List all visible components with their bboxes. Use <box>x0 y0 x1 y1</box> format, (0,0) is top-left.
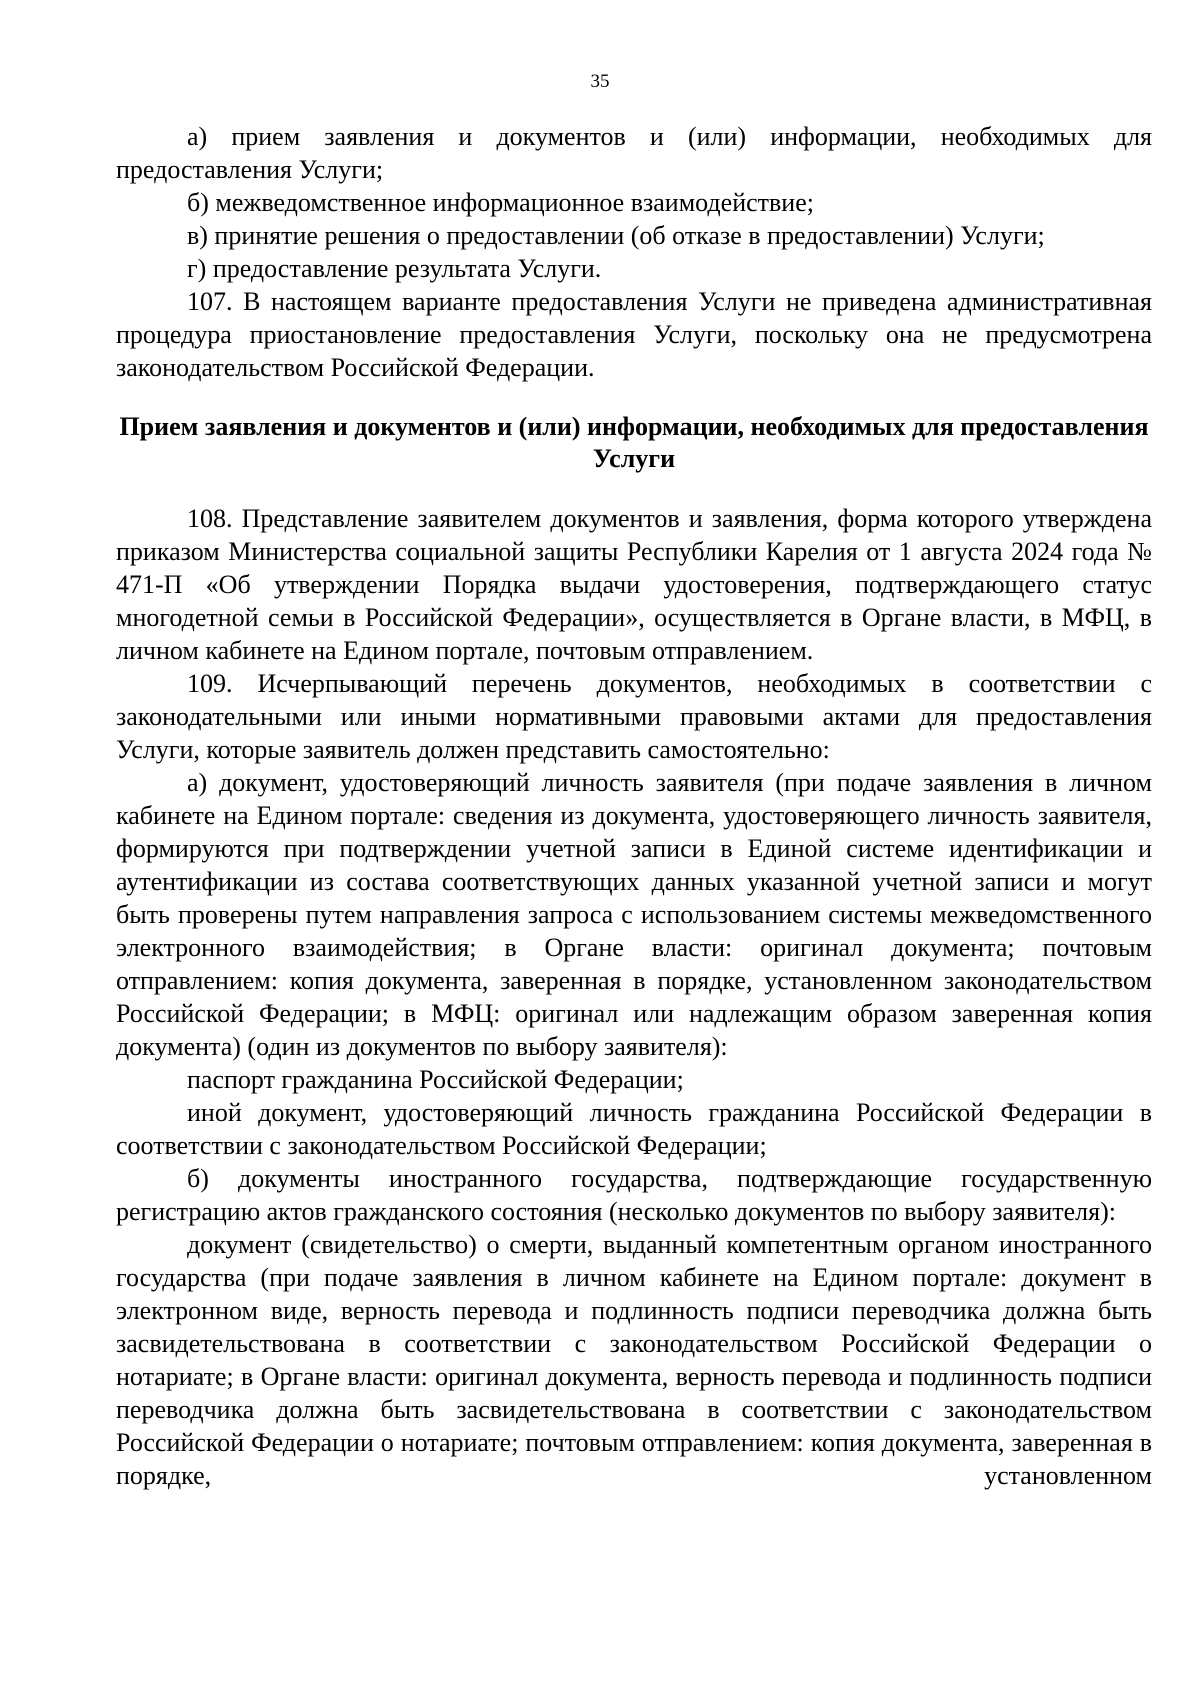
paragraph-109: 109. Исчерпывающий перечень документов, необходимых в соответствии с законодательными или иными нормативными правовыми актами для предоставления Услуги, которые заявитель должен представить самостоятельно: <box>116 669 1152 764</box>
list-item-a: а) прием заявления и документов и (или) информации, необходимых для предоставления Услуги; <box>116 122 1152 184</box>
page-number: 35 <box>590 71 610 92</box>
list-item-g: г) предоставление результата Услуги. <box>187 254 602 283</box>
section-heading: Прием заявления и документов и (или) информации, необходимых для предоставления Услуги <box>119 412 1149 473</box>
list-item-b: б) межведомственное информационное взаимодействие; <box>187 188 814 217</box>
document-body <box>116 120 1152 1492</box>
paragraph-other-id: иной документ, удостоверяющий личность гражданина Российской Федерации в соответствии с законодательством Российской Федерации; <box>116 1098 1152 1160</box>
paragraph-109-a: а) документ, удостоверяющий личность заявителя (при подаче заявления в личном кабинете на Едином портале: сведения из документа, удостоверяющего личность заявителя, формируются при подтверждении учетной записи в Единой системе идентификации и аутентификации из состава соответствующих данных указанной учетной записи и могут быть проверены путем направления запроса с использованием системы межведомственного электронного взаимодействия; в Органе власти: оригинал документа; почтовым отправлением: копия документа, заверенная в порядке, установленном законодательством Российской Федерации; в МФЦ: оригинал или надлежащим образом заверенная копия документа) (один из документов по выбору заявителя): <box>116 768 1152 1061</box>
list-item-v: в) принятие решения о предоставлении (об отказе в предоставлении) Услуги; <box>187 221 1045 250</box>
paragraph-108: 108. Представление заявителем документов и заявления, форма которого утверждена приказом Министерства социальной защиты Республики Карелия от 1 августа 2024 года № 471-П «Об утверждении Порядка выдачи удостоверения, подтверждающего статус многодетной семьи в Российской Федерации», осуществляется в Органе власти, в МФЦ, в личном кабинете на Едином портале, почтовым отправлением. <box>116 504 1152 665</box>
paragraph-passport: паспорт гражданина Российской Федерации; <box>187 1065 684 1094</box>
paragraph-death-certificate: документ (свидетельство) о смерти, выданный компетентным органом иностранного государства (при подаче заявления в личном кабинете на Едином портале: документ в электронном виде, верность перевода и подлинность подписи переводчика должна быть засвидетельствована в соответствии с законодательством Российской Федерации о нотариате; в Органе власти: оригинал документа, верность перевода и подлинность подписи переводчика должна быть засвидетельствована в соответствии с законодательством Российской Федерации о нотариате; почтовым отправлением: копия документа, заверенная в порядке, установленном <box>116 1230 1152 1490</box>
paragraph-109-b: б) документы иностранного государства, подтверждающие государственную регистрацию актов гражданского состояния (несколько документов по выбору заявителя): <box>116 1164 1152 1226</box>
paragraph-107: 107. В настоящем варианте предоставления Услуги не приведена административная процедура приостановление предоставления Услуги, поскольку она не предусмотрена законодательством Российской Федерации. <box>116 287 1152 382</box>
